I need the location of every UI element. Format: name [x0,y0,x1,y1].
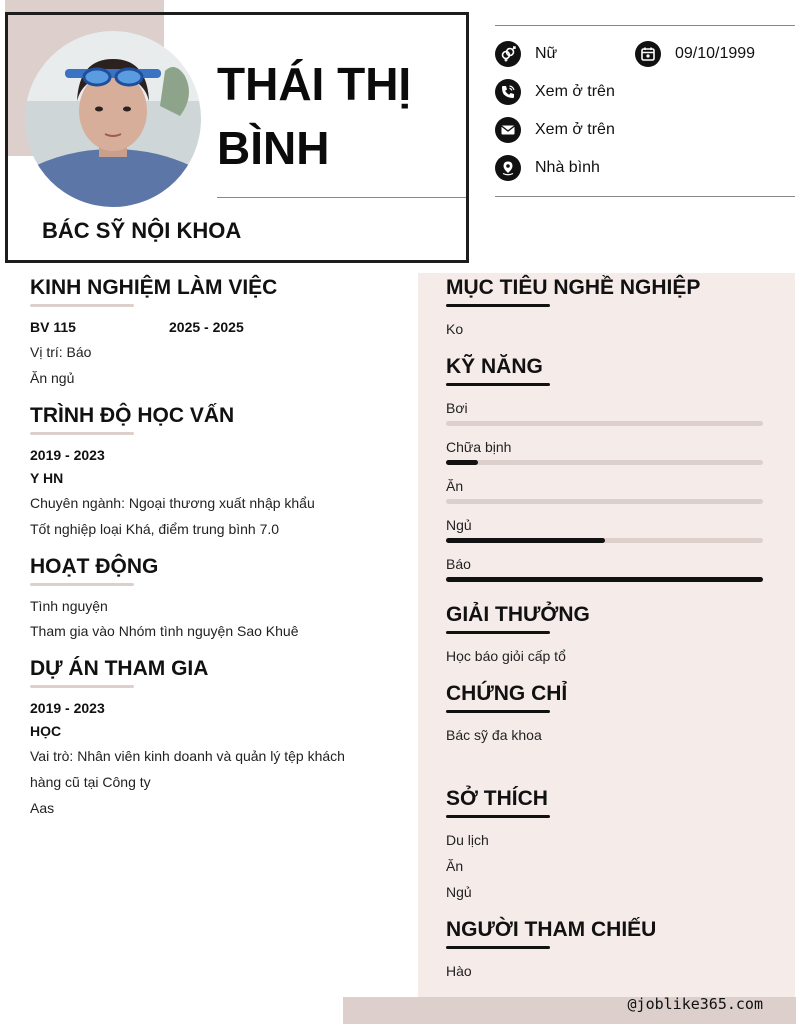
skill-bar [446,421,763,426]
experience-position: Vị trí: Báo [30,344,92,360]
email-value: Xem ở trên [535,121,615,138]
certificates-title: CHỨNG CHỈ [446,682,568,705]
activity-name: Tình nguyện [30,598,108,614]
hobby-item: Ăn [446,858,464,874]
skill-bar-fill [446,538,605,543]
hobby-item: Du lịch [446,832,489,848]
activity-description: Tham gia vào Nhóm tình nguyện Sao Khuê [30,623,299,639]
birthday-value: 09/10/1999 [675,45,756,62]
skill-bar-fill [446,460,478,465]
envelope-icon [495,117,521,143]
skill-label: Ăn [446,478,464,494]
skill-bar [446,460,763,465]
divider [217,197,466,198]
section-underline [446,710,550,713]
section-underline [446,631,550,634]
project-period: 2019 - 2023 [30,700,105,716]
education-title: TRÌNH ĐỘ HỌC VẤN [30,404,235,427]
section-underline [446,383,550,386]
calendar-icon [635,41,661,67]
divider [495,25,795,26]
project-name: HỌC [30,723,62,739]
skill-bar-fill [446,577,763,582]
references-text: Hào [446,963,472,979]
info-phone [495,79,615,105]
education-school: Y HN [30,470,64,486]
avatar [25,31,201,207]
section-underline [446,946,550,949]
activities-title: HOẠT ĐỘNG [30,555,159,578]
candidate-name [217,52,457,180]
section-underline [446,304,550,307]
info-email [495,117,615,143]
section-underline [30,432,134,435]
awards-title: GIẢI THƯỞNG [446,603,590,626]
skill-label: Bơi [446,400,468,416]
education-period: 2019 - 2023 [30,447,105,463]
section-underline [30,685,134,688]
hobbies-title: SỞ THÍCH [446,787,548,810]
skill-bar [446,577,763,582]
skill-label: Báo [446,556,471,572]
awards-text: Học báo giỏi cấp tổ [446,648,566,664]
education-result: Tốt nghiệp loại Khá, điểm trung bình 7.0 [30,521,280,537]
objective-title: MỤC TIÊU NGHỀ NGHIỆP [446,276,701,299]
skill-label: Chữa bịnh [446,439,512,455]
experience-title: KINH NGHIỆM LÀM VIỆC [30,276,278,299]
projects-title: DỰ ÁN THAM GIA [30,657,209,680]
footer-watermark: @joblike365.com [627,995,763,1013]
project-role: Vai trò: Nhân viên kinh doanh và quản lý tệp khách hàng cũ tại Công ty [30,748,345,790]
section-underline [446,815,550,818]
references-title: NGƯỜI THAM CHIẾU [446,918,657,941]
certificates-text: Bác sỹ đa khoa [446,727,542,743]
info-birthday [635,41,755,67]
info-gender [495,41,557,67]
info-address [495,155,600,181]
address-value: Nhà bình [535,159,600,176]
right-column-panel [418,273,795,997]
section-underline [30,583,134,586]
section-underline [30,304,134,307]
skills-title: KỸ NĂNG [446,355,543,378]
project-note: Aas [30,800,55,816]
experience-company: BV 115 [30,319,76,335]
skill-label: Ngủ [446,517,472,533]
experience-period: 2025 - 2025 [169,319,244,335]
skill-bar [446,499,763,504]
location-pin-icon [495,155,521,181]
gender-value: Nữ [535,45,558,62]
education-major: Chuyên ngành: Ngoại thương xuất nhập khẩu [30,495,315,511]
name-line-1: THÁI THỊ [217,58,412,110]
objective-text: Ko [446,321,464,337]
name-line-2: BÌNH [217,122,330,174]
job-title: BÁC SỸ NỘI KHOA [42,218,242,243]
hobby-item: Ngủ [446,884,472,900]
phone-icon [495,79,521,105]
gender-icon [495,41,521,67]
experience-description: Ăn ngủ [30,370,75,386]
phone-value: Xem ở trên [535,83,615,100]
skill-bar [446,538,763,543]
divider [495,196,795,197]
